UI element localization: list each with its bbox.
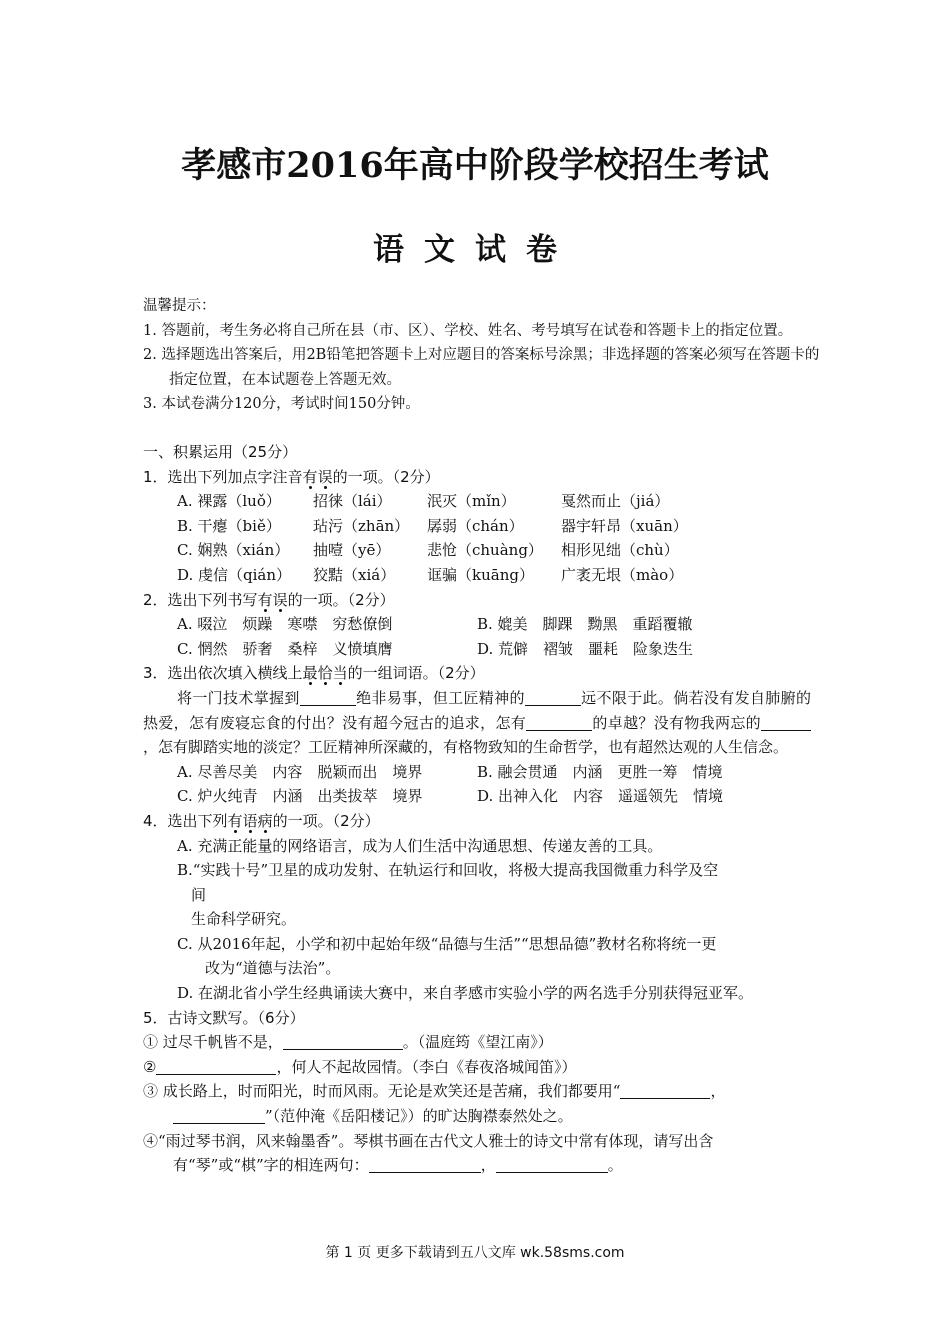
q1-a-1: A. 裸露（luǒ） — [177, 492, 281, 511]
question-4-stem — [143, 809, 811, 834]
page-footer: 第 1 页 更多下载请到五八文库 wk.58sms.com — [325, 1245, 625, 1261]
q5-line-4-cont — [143, 1153, 811, 1178]
q5-line-2 — [143, 1055, 811, 1080]
question-2-stem — [143, 588, 811, 613]
q5-line-2-text: ，何人不起故园情。（李白《春夜洛城闻笛》） — [276, 1057, 577, 1076]
q5-blank-3[interactable] — [620, 1082, 710, 1099]
q5-line-3-cont — [143, 1104, 811, 1129]
q1-b-3: 孱弱（chán） — [427, 516, 524, 535]
q1-emphasis-2: 误 — [317, 467, 333, 486]
q5-line-4-end: 。 — [607, 1156, 623, 1175]
q3-blank-1[interactable] — [300, 689, 356, 706]
q1-c-2: 抽噎（yē） — [313, 541, 391, 560]
q1-c-4: 相形见绌（chù） — [561, 541, 679, 560]
q2-option-d: D. 荒僻 褶皱 噩耗 险象迭生 — [477, 639, 694, 658]
q5-blank-5[interactable] — [369, 1156, 481, 1173]
q3-passage-part-1: 将一门技术掌握到 — [177, 688, 300, 707]
q1-option-a — [143, 489, 811, 514]
question-1-stem — [143, 465, 811, 490]
q3-emphasis-1: 最 — [302, 664, 318, 683]
exam-subtitle: 语文试卷 — [373, 232, 577, 268]
q4-emphasis-1: 有 — [227, 811, 243, 830]
q4-stem-post: 的一项。（2分） — [272, 811, 380, 830]
q3-option-b: B. 融会贯通 内涵 更胜一筹 情境 — [477, 762, 723, 781]
q3-stem-post: 的一组词语。（2分） — [347, 664, 485, 683]
q5-blank-6[interactable] — [496, 1156, 608, 1173]
q1-d-3: 诓骗（kuāng） — [427, 565, 534, 584]
q5-line-4-comma: ， — [480, 1156, 496, 1175]
q1-c-1: C. 娴熟（xián） — [177, 541, 290, 560]
q3-passage-part-5: ，怎有脚踏实地的淡定？工匠精神所深藏的，有格物致知的生命哲学，也有超然达观的人生信念。 — [143, 738, 789, 757]
q1-option-d — [143, 563, 811, 588]
exam-title: 孝感市2016年高中阶段学校招生考试 — [181, 145, 769, 186]
q1-stem-post: 的一项。（2分） — [332, 467, 440, 486]
q5-line-1 — [143, 1030, 811, 1055]
q2-stem-post: 的一项。（2分） — [287, 590, 395, 609]
q1-d-2: 狡黠（xiá） — [313, 565, 396, 584]
q2-option-b: B. 媲美 脚踝 黝黑 重蹈覆辙 — [477, 615, 693, 634]
q1-emphasis-1: 有 — [302, 467, 318, 486]
q3-emphasis-3: 当 — [332, 664, 348, 683]
q5-line-4: ④“雨过琴书润，风来翰墨香”。琴棋书画在古代文人雅士的诗文中常有体现，请写出含 — [143, 1131, 714, 1150]
note-item-1: 1. 答题前，考生务必将自己所在县（市、区）、学校、姓名、考号填写在试卷和答题卡上的指定位置。 — [143, 322, 793, 339]
note-item-3: 3. 本试卷满分120分，考试时间150分钟。 — [143, 396, 420, 412]
q1-stem-pre: 1．选出下列加点字注音 — [143, 467, 303, 486]
q5-line-4-text: 有“琴”或“棋”字的相连两句： — [173, 1156, 369, 1175]
q1-b-1: B. 干瘪（biě） — [177, 516, 281, 535]
q1-b-4: 器宇轩昂（xuān） — [561, 516, 688, 535]
q4-emphasis-3: 病 — [257, 811, 273, 830]
q3-emphasis-2: 恰 — [317, 664, 333, 683]
q3-option-d: D. 出神入化 内容 遥遥领先 情境 — [477, 787, 724, 806]
q5-line-1-text: ① 过尽千帆皆不是， — [143, 1033, 283, 1052]
q1-a-3: 泯灭（mǐn） — [427, 492, 516, 511]
q4-option-b-line3: 生命科学研究。 — [191, 910, 297, 929]
q4-option-c-line1: C. 从2016年起，小学和初中起始年级“品德与生活”“思想品德”教材名称将统一更 — [177, 934, 717, 953]
section-heading: 一、积累运用（25分） — [143, 443, 298, 461]
q1-c-3: 悲怆（chuàng） — [427, 541, 543, 560]
q2-emphasis-1: 有 — [257, 590, 273, 609]
q5-blank-1[interactable] — [283, 1033, 403, 1050]
q3-passage-part-4: 的卓越？没有物我两忘的 — [592, 713, 761, 732]
q3-passage-part-3: 远不限于此。倘若没有发自肺腑的热爱，怎有废寝忘食的付出？没有超今冠古的追求，怎有 — [143, 688, 811, 732]
q3-blank-4[interactable] — [761, 714, 811, 731]
q2-options-cd — [143, 637, 811, 662]
q3-option-c: C. 炉火纯青 内涵 出类拔萃 境界 — [177, 787, 423, 806]
q1-d-1: D. 虔信（qián） — [177, 565, 292, 584]
q2-options-ab — [143, 612, 811, 637]
q5-line-2-num: ② — [143, 1057, 157, 1076]
q1-a-4: 戛然而止（jiá） — [561, 492, 670, 511]
q2-emphasis-2: 误 — [272, 590, 288, 609]
q2-option-a: A. 啜泣 烦躁 寒噤 穷愁僚倒 — [177, 615, 393, 634]
q3-stem-pre: 3．选出依次填入横线上 — [143, 664, 303, 683]
question-3-stem — [143, 661, 811, 686]
q5-line-1-source: 。（温庭筠《望江南》） — [402, 1033, 553, 1052]
q3-passage — [143, 686, 811, 760]
q4-stem-pre: 4．选出下列 — [143, 811, 228, 830]
q2-stem-pre: 2．选出下列书写 — [143, 590, 258, 609]
note-item-2: 2. 选择题选出答案后，用2B铅笔把答题卡上对应题目的答案标号涂黑；非选择题的答案必须写在答题卡的指定位置，在本试题卷上答题无效。 — [143, 347, 820, 388]
q1-d-4: 广袤无垠（mào） — [561, 565, 684, 584]
q3-passage-part-2: 绝非易事，但工匠精神的 — [355, 688, 525, 707]
q1-b-2: 玷污（zhān） — [313, 516, 410, 535]
question-5-stem: 5．古诗文默写。（6分） — [143, 1008, 305, 1027]
exam-body — [143, 440, 811, 1178]
q5-blank-4[interactable] — [173, 1107, 265, 1124]
q5-line-3 — [143, 1079, 811, 1104]
notes-heading: 温馨提示： — [143, 298, 216, 314]
q5-line-3-text: ③ 成长路上，时而阳光，时而风雨。无论是欢笑还是苦痛，我们都要用“ — [143, 1082, 621, 1101]
q3-blank-3[interactable] — [526, 714, 592, 731]
q4-option-b-line1: B.“实践十号”卫星的成功发射、在轨运行和回收，将极大提高我国微重力科学及空 — [177, 861, 719, 880]
q3-options-ab — [143, 760, 811, 785]
q4-option-c-line2: 改为“道德与法治”。 — [205, 959, 341, 978]
q4-option-d: D. 在湖北省小学生经典诵读大赛中，来自孝感市实验小学的两名选手分别获得冠亚军。 — [177, 984, 754, 1003]
q3-blank-2[interactable] — [525, 689, 581, 706]
q1-option-b — [143, 514, 811, 539]
q1-a-2: 招徕（lái） — [313, 492, 392, 511]
q3-options-cd — [143, 784, 811, 809]
notes-block — [143, 294, 823, 417]
q1-option-c — [143, 538, 811, 563]
q4-option-a: A. 充满正能量的网络语言，成为人们生活中沟通思想、传递友善的工具。 — [177, 836, 663, 855]
q2-option-c: C. 惘然 骄奢 桑梓 义愤填膺 — [177, 639, 393, 658]
q3-option-a: A. 尽善尽美 内容 脱颖而出 境界 — [177, 762, 423, 781]
q5-line-3-source: ”（范仲淹《岳阳楼记》）的旷达胸襟泰然处之。 — [265, 1107, 573, 1126]
q5-line-3-comma: ， — [710, 1082, 726, 1101]
q4-option-b-line2: 间 — [191, 885, 207, 904]
q4-emphasis-2: 语 — [242, 811, 258, 830]
q5-blank-2[interactable] — [156, 1058, 276, 1075]
